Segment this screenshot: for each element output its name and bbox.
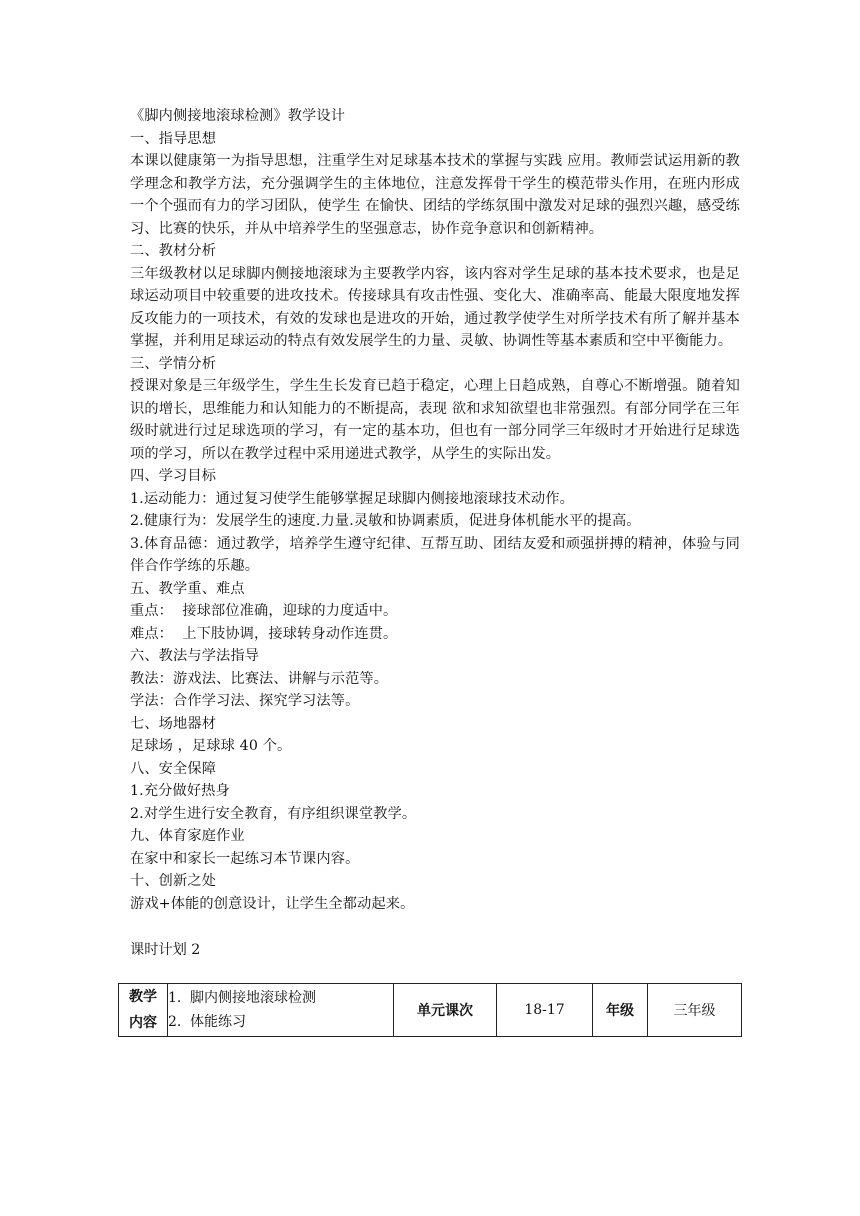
section-heading-homework: 九、体育家庭作业 [130,828,245,844]
difficult-point-text: 难点： 上下肢协调，接球转身动作连贯。 [130,625,398,642]
content-value-cell [168,984,394,1037]
lesson-plan-caption: 课时计划 2 [130,942,201,958]
equipment-text: 足球场 ，足球球 40 个。 [130,738,292,754]
grade-label-cell: 年级 [593,984,648,1037]
lesson-plan-table [118,983,742,1037]
goal-item-sport-ability: 1.运动能力：通过复习使学生能够掌握足球脚内侧接地滚球技术动作。 [130,490,574,507]
innovation-text: 游戏+体能的创意设计，让学生全都动起来。 [130,895,415,912]
section-heading-material-analysis: 二、教材分析 [130,243,217,259]
content-label-line1: 教学 [129,989,157,1005]
homework-text: 在家中和家长一起练习本节课内容。 [130,850,360,867]
content-item-text: 脚内侧接地滚球检测 [190,990,316,1006]
safety-item-warmup: 1.充分做好热身 [130,783,230,799]
goal-item-health-behavior: 2.健康行为：发展学生的速度.力量.灵敏和协调素质，促进身体机能水平的提高。 [130,513,641,529]
unit-value-cell: 18-17 [497,984,593,1037]
section-heading-safety: 八、安全保障 [130,760,217,777]
section-heading-key-points: 五、教学重、难点 [130,580,245,597]
section-text-student-analysis: 授课对象是三年级学生，学生生长发育已趋于稳定，心理上日趋成熟，自尊心不断增强。随着知识的增长，思维能力和认知能力的不断提高，表现 欲和求知欲望也非常强烈。有部分同学在三年级时就进行过足球选项的学习，有一定的基本功，但也有一部分同学三年级时才开始进行足球选项的学习，所以在教学过程中采用递进式教学，从学生的实际出发。 [130,378,740,462]
section-heading-student-analysis: 三、学情分析 [130,355,217,372]
section-heading-learning-goals: 四、学习目标 [130,468,217,484]
section-text-material-analysis: 三年级教材以足球脚内侧接地滚球为主要教学内容，该内容对学生足球的基本技术要求，也是足球运动项目中较重要的进攻技术。传接球具有攻击性强、变化大、准确率高、能最大限度地发挥反攻能力的一项技术，有效的发球也是进攻的开始，通过教学使学生对所学技术有所了解并基本掌握，并利用足球运动的特点有效发展学生的力量、灵敏、协调性等基本素质和空中平衡能力。 [130,265,740,349]
teaching-method-text: 教法：游戏法、比赛法、讲解与示范等。 [130,670,389,687]
spacer [130,915,740,937]
table-row [119,984,742,1037]
content-label-line2: 内容 [129,1015,157,1031]
content-item [168,986,393,1010]
section-text-guiding-ideology: 本课以健康第一为指导思想，注重学生对足球基本技术的掌握与实践 应用。教师尝试运用新的教学理念和教学方法，充分强调学生的主体地位，注意发挥骨干学生的模范带头作用，在班内形成一个个强而有力的学习团队，使学生 在愉快、团结的学练氛围中激发对足球的强烈兴趣，感受练习、比赛的快乐，并从中培养学生的坚强意志，协作竞争意识和创新精神。 [130,153,740,237]
learning-method-text: 学法：合作学习法、探究学习法等。 [130,693,360,709]
content-item-text: 体能练习 [190,1014,246,1030]
safety-item-education: 2.对学生进行安全教育，有序组织课堂教学。 [130,805,417,822]
section-heading-guiding-ideology: 一、指导思想 [130,130,217,147]
key-point-text: 重点： 接球部位准确，迎球的力度适中。 [130,603,398,619]
section-heading-equipment: 七、场地器材 [130,715,217,732]
content-item [168,1010,393,1034]
document-title: 《脚内侧接地滚球检测》教学设计 [130,108,346,124]
section-heading-methods: 六、教法与学法指导 [130,648,260,664]
unit-label-cell: 单元课次 [394,984,497,1037]
section-heading-innovation: 十、创新之处 [130,873,217,889]
grade-value-cell: 三年级 [648,984,742,1037]
content-item-number: 1. [168,990,182,1006]
content-label-cell [119,984,168,1037]
document-body [130,105,740,962]
goal-item-sport-ethics: 3.体育品德：通过教学，培养学生遵守纪律、互帮互助、团结友爱和顽强拼搏的精神，体验与同伴合作学练的乐趣。 [130,535,740,574]
content-item-number: 2. [168,1014,182,1030]
